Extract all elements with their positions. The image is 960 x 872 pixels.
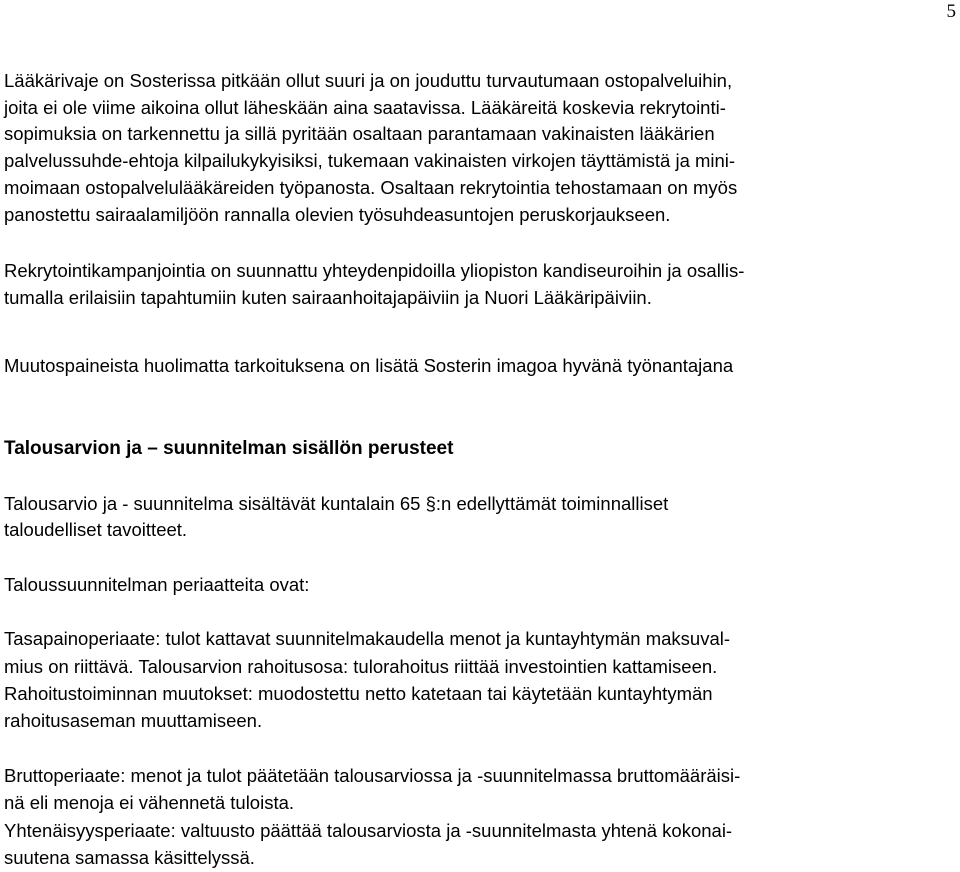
text-line: Lääkärivaje on Sosterissa pitkään ollut suuri ja on jouduttu turvautumaan ostopalveluihin, bbox=[4, 70, 733, 91]
text-line: Tasapainoperiaate: tulot kattavat suunnitelmakaudella menot ja kuntayhtymän maksuval- bbox=[4, 628, 731, 649]
text-line: Rahoitustoiminnan muutokset: muodostettu netto katetaan tai käytetään kuntayhtymän bbox=[4, 683, 713, 704]
text-line: sopimuksia on tarkennettu ja sillä pyritään osaltaan parantamaan vakinaisten lääkärien bbox=[4, 123, 715, 144]
text-line: nä eli menoja ei vähennetä tuloista. bbox=[4, 792, 295, 813]
text-line: Rekrytointikampanjointia on suunnattu yhteydenpidoilla yliopiston kandiseuroihin ja osallis- bbox=[4, 260, 745, 281]
section-heading: Talousarvion ja – suunnitelman sisällön perusteet bbox=[4, 438, 454, 459]
paragraph-principles-intro: Taloussuunnitelman periaatteita ovat: bbox=[4, 574, 310, 595]
text-line: taloudelliset tavoitteet. bbox=[4, 519, 188, 540]
text-line: joita ei ole viime aikoina ollut läheskään aina saatavissa. Lääkäreitä koskevia rekrytointi- bbox=[4, 97, 726, 118]
text-line: tumalla erilaisiin tapahtumiin kuten sairaanhoitajapäiviin ja Nuori Lääkäripäiviin. bbox=[4, 287, 652, 308]
text-line: Yhtenäisyysperiaate: valtuusto päättää talousarviosta ja -suunnitelmasta yhtenä kokonai- bbox=[4, 820, 733, 841]
text-line: palvelussuhde-ehtoja kilpailukykyisiksi, tukemaan vakinaisten virkojen täyttämistä ja mini- bbox=[4, 150, 736, 171]
text-line: Talousarvio ja - suunnitelma sisältävät kuntalain 65 §:n edellyttämät toiminnalliset bbox=[4, 493, 669, 514]
text-line: Bruttoperiaate: menot ja tulot päätetään talousarviossa ja -suunnitelmassa bruttomääräisi- bbox=[4, 765, 741, 786]
paragraph-employer-image: Muutospaineista huolimatta tarkoituksena on lisätä Sosterin imagoa hyvänä työnantajana bbox=[4, 355, 734, 376]
text-line: panostettu sairaalamiljöön rannalla olevien työsuhdeasuntojen peruskorjaukseen. bbox=[4, 204, 671, 225]
text-line: moimaan ostopalvelulääkäreiden työpanosta. Osaltaan rekrytointia tehostamaan on myös bbox=[4, 177, 738, 198]
text-line: rahoitusaseman muuttamiseen. bbox=[4, 710, 263, 731]
page-number: 5 bbox=[946, 1, 956, 22]
text-line: suutena samassa käsittelyssä. bbox=[4, 847, 255, 868]
text-line: mius on riittävä. Talousarvion rahoitusosa: tulorahoitus riittää investointien kattamiseen. bbox=[4, 656, 718, 677]
